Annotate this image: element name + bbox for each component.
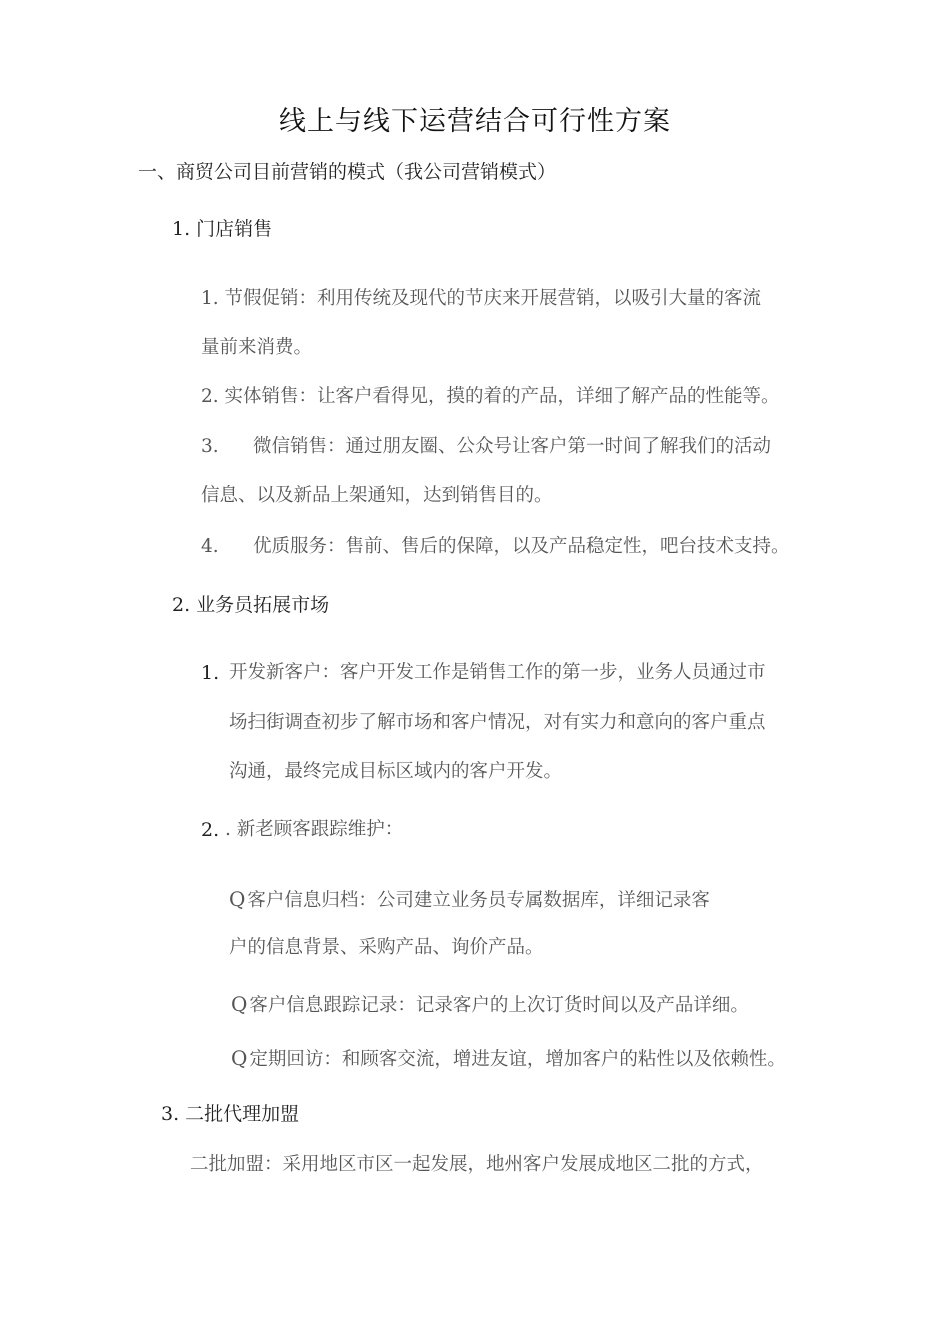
bullet-text: 客户信息跟踪记录：记录客户的上次订货时间以及产品详细。 <box>249 995 749 1016</box>
paragraph-holiday-promo-line2: 量前来消费。 <box>201 337 313 358</box>
bullet-mark: Q <box>229 887 246 911</box>
list-number-4: 4. <box>201 536 219 557</box>
paragraph-new-customers-line1: 开发新客户：客户开发工作是销售工作的第一步，业务人员通过市 <box>229 662 766 683</box>
paragraph-quality-service: 优质服务：售前、售后的保障，以及产品稳定性，吧台技术支持。 <box>253 536 790 557</box>
list-number-3: 3. <box>201 436 219 457</box>
paragraph-wechat-sales-line1: 微信销售：通过朋友圈、公众号让客户第一时间了解我们的活动 <box>253 436 772 457</box>
paragraph-wechat-sales-line2: 信息、以及新品上架通知，达到销售目的。 <box>201 485 553 506</box>
bullet-tracking-record <box>231 992 749 1017</box>
document-title: 线上与线下运营结合可行性方案 <box>279 106 671 137</box>
section-heading-1: 一、商贸公司目前营销的模式（我公司营销模式） <box>138 161 557 183</box>
bullet-text: 客户信息归档：公司建立业务员专属数据库，详细记录客 <box>247 890 710 911</box>
bullet-archive-line1 <box>229 887 710 912</box>
paragraph-customer-tracking: . 新老顾客跟踪维护： <box>225 819 404 840</box>
subsection-heading-franchise: 3. 二批代理加盟 <box>161 1103 300 1125</box>
bullet-text: 定期回访：和顾客交流，增进友谊，增加客户的粘性以及依赖性。 <box>249 1049 786 1070</box>
paragraph-franchise-line1: 二批加盟：采用地区市区一起发展，地州客户发展成地区二批的方式， <box>190 1154 764 1175</box>
paragraph-holiday-promo-line1: 1. 节假促销：利用传统及现代的节庆来开展营销，以吸引大量的客流 <box>201 288 762 309</box>
bullet-mark: Q <box>231 992 248 1016</box>
bullet-regular-visit <box>231 1046 786 1071</box>
paragraph-new-customers-line2: 场扫街调查初步了解市场和客户情况，对有实力和意向的客户重点 <box>229 712 766 733</box>
bullet-archive-line2: 户的信息背景、采购产品、询价产品。 <box>229 937 544 958</box>
bullet-mark: Q <box>231 1046 248 1070</box>
list-number-2: 2. <box>201 819 220 841</box>
paragraph-physical-sales: 2. 实体销售：让客户看得见，摸的着的产品，详细了解产品的性能等。 <box>201 386 780 407</box>
paragraph-new-customers-line3: 沟通，最终完成目标区域内的客户开发。 <box>229 761 563 782</box>
list-number-1: 1. <box>201 662 220 684</box>
subsection-heading-store-sales: 1. 门店销售 <box>172 218 273 240</box>
subsection-heading-salesperson: 2. 业务员拓展市场 <box>172 594 330 616</box>
